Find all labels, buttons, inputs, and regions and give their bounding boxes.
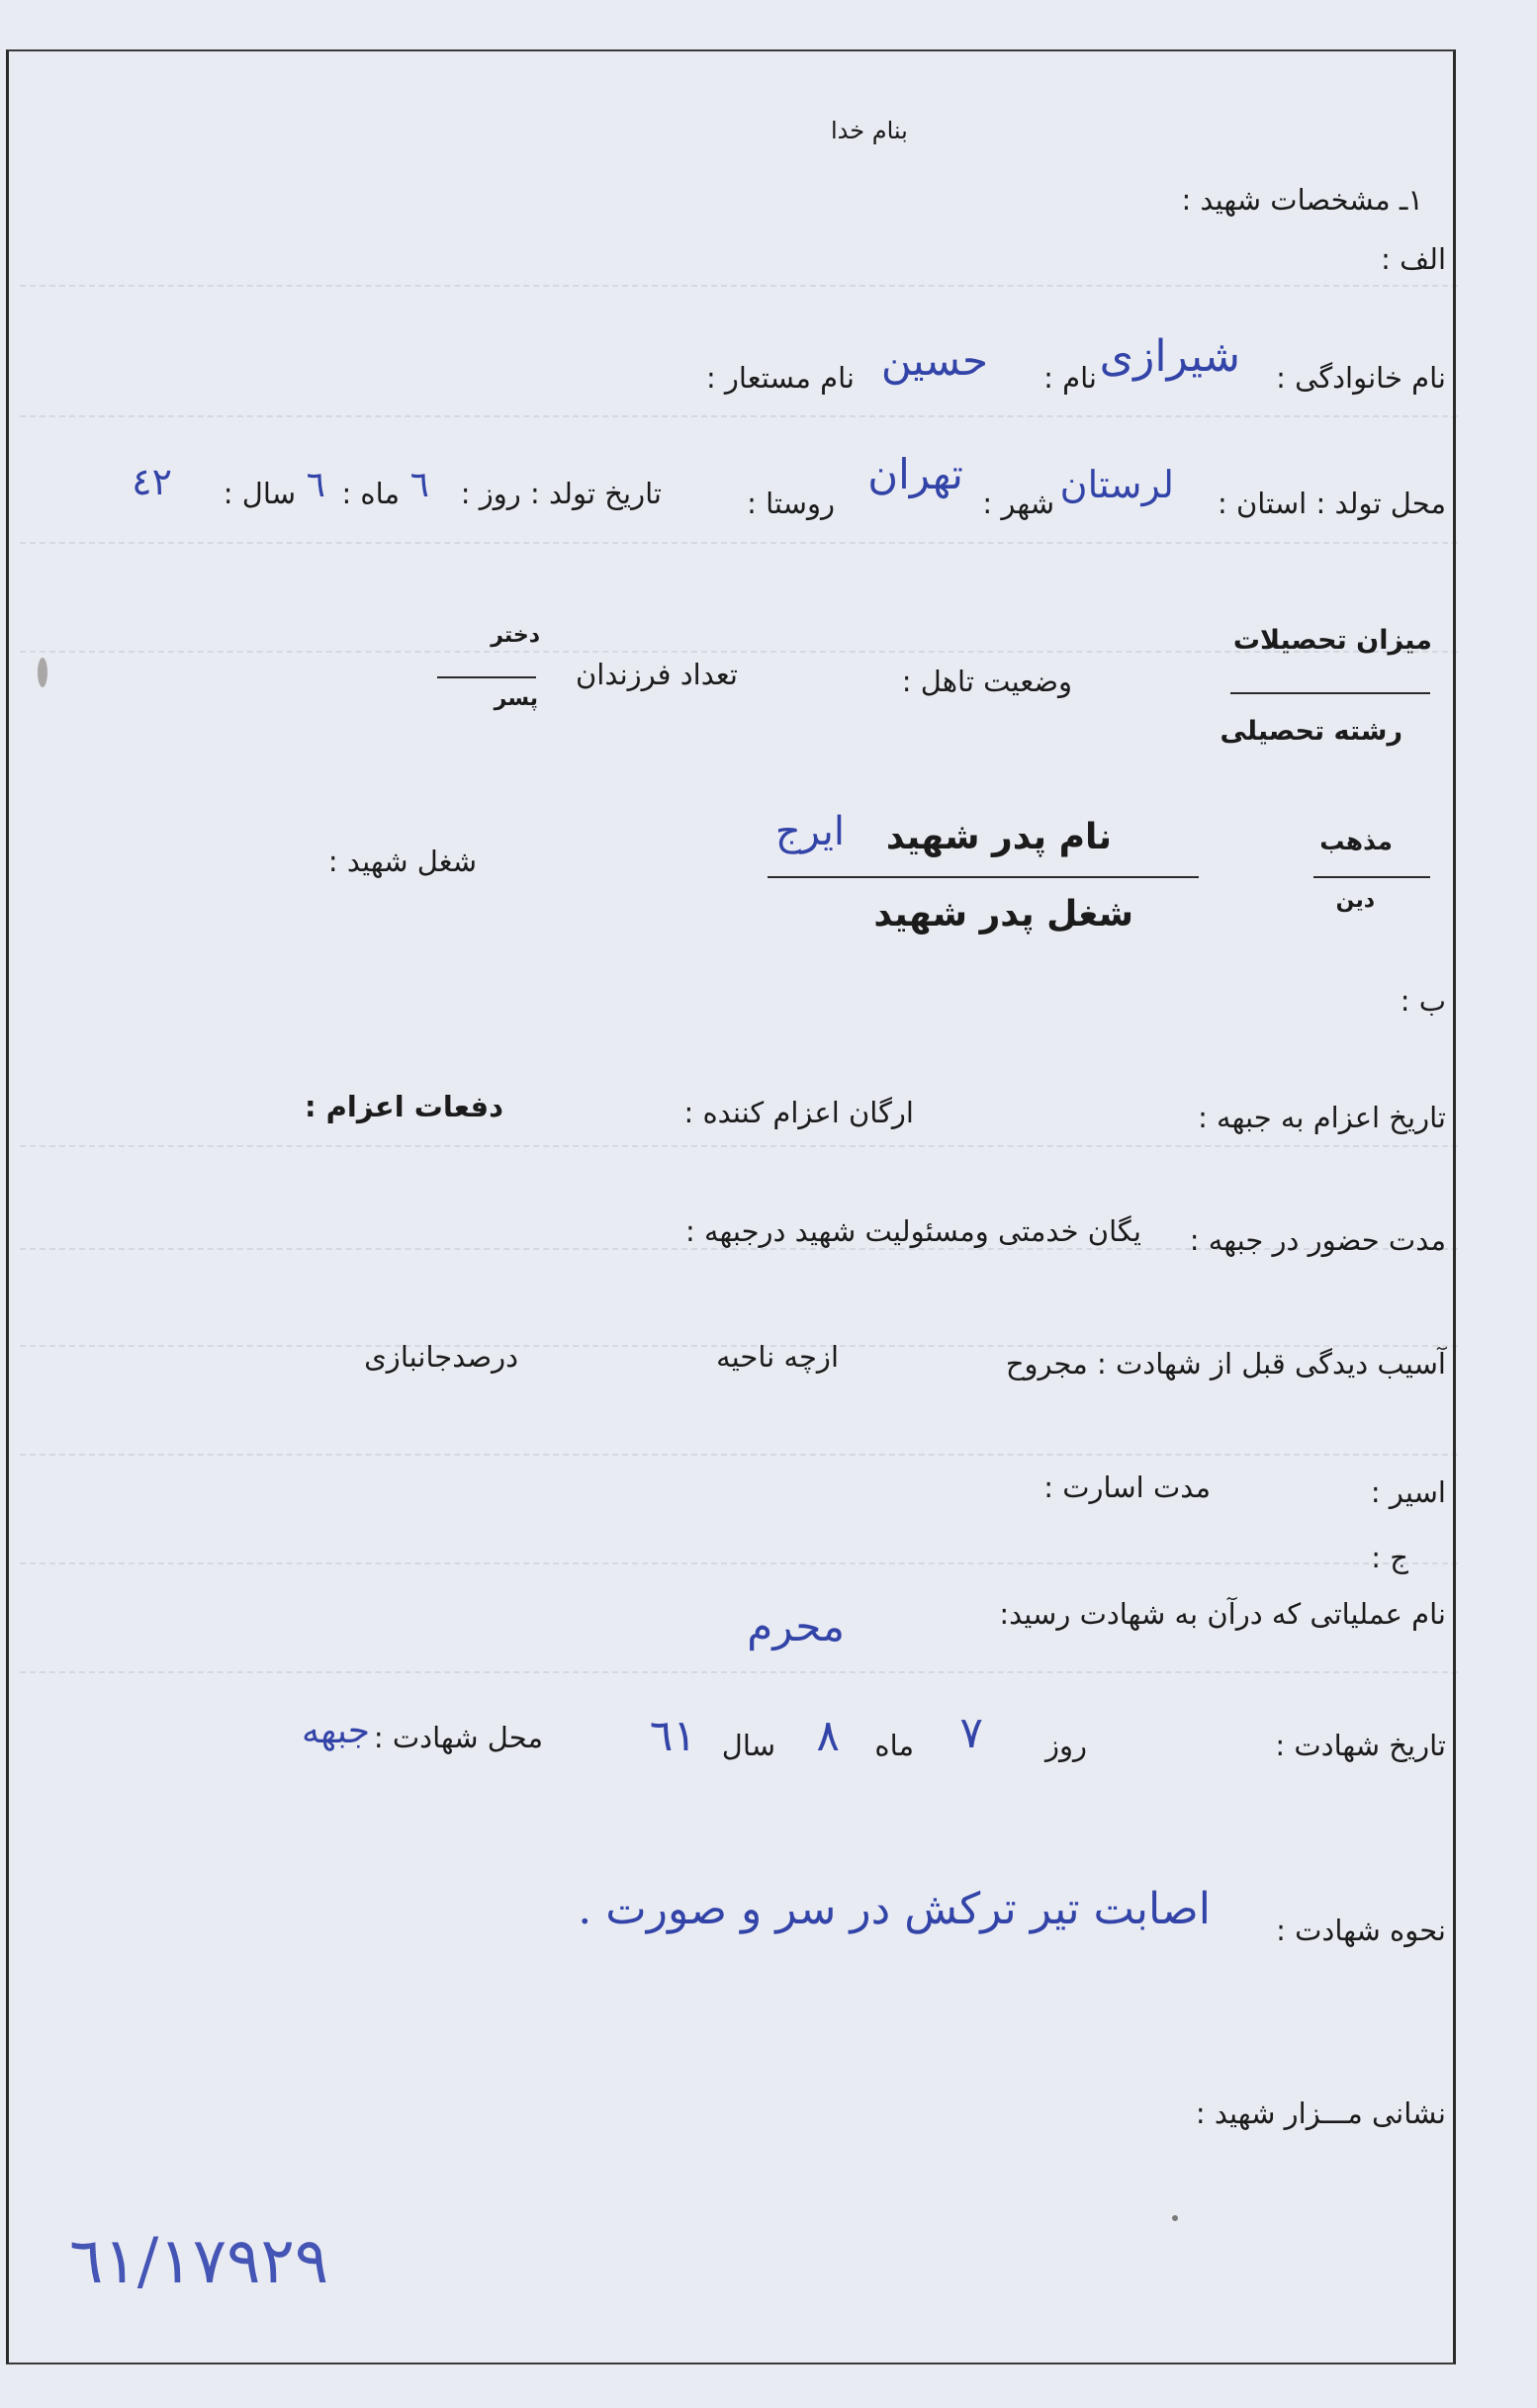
birth-month-value: ٦ <box>306 465 325 505</box>
martyrdom-date-label: تاریخ شهادت : <box>1275 1729 1446 1762</box>
martyrdom-manner-value: اصابت تیر ترکش در سر و صورت . <box>578 1884 1211 1934</box>
father-divider <box>768 876 1199 878</box>
birth-month-label: ماه : <box>341 477 400 510</box>
children-divider <box>437 676 536 678</box>
paper-speck <box>1172 2215 1178 2221</box>
city-value: تهران <box>867 450 963 498</box>
family-name-label: نام خانوادگی : <box>1276 361 1446 395</box>
martyrdom-day-label: روز <box>1044 1729 1087 1762</box>
province-value: لرستان <box>1059 463 1174 506</box>
dispatching-org-label: ارگان اعزام کننده : <box>683 1096 914 1129</box>
dispatch-date-label: تاریخ اعزام به جبهه : <box>1198 1101 1446 1134</box>
disability-percent-label: درصدجانبازی <box>364 1340 518 1374</box>
sons-label: پسر <box>494 686 538 711</box>
basmala: بنام خدا <box>831 117 908 144</box>
grave-address-label: نشانی مـــزار شهید : <box>1195 2096 1446 2130</box>
birthdate-label: تاریخ تولد : روز : <box>460 477 662 510</box>
captivity-duration-label: مدت اسارت : <box>1043 1471 1211 1504</box>
martyrdom-place-label: محل شهادت : <box>373 1721 543 1754</box>
front-duration-label: مدت حضور در جبهه : <box>1189 1223 1446 1257</box>
part-a-label: الف : <box>1381 242 1446 276</box>
operation-label: نام عملیاتی که درآن به شهادت رسید: <box>999 1597 1446 1631</box>
injury-area-label: ازچه ناحیه <box>716 1340 839 1374</box>
martyr-job-label: شغل شهید : <box>327 845 477 878</box>
unit-role-label: یگان خدمتی ومسئولیت شهید درجبهه : <box>684 1214 1141 1248</box>
marital-status-label: وضعیت تاهل : <box>901 665 1072 698</box>
first-name-label: نام : <box>1043 361 1097 395</box>
children-count-label: تعداد فرزندان <box>576 658 738 691</box>
daughters-label: دختر <box>491 623 540 648</box>
village-label: روستا : <box>747 487 835 520</box>
martyrdom-manner-label: نحوه شهادت : <box>1276 1914 1446 1947</box>
operation-value: محرم <box>747 1602 845 1650</box>
martyrdom-month-value: ٨ <box>816 1711 840 1761</box>
martyrdom-year-value: ٦١ <box>649 1711 696 1761</box>
injury-label: آسیب دیدگی قبل از شهادت : مجروح <box>1005 1347 1446 1381</box>
martyrdom-month-label: ماه <box>874 1729 914 1762</box>
father-name-label: نام پدر شهید <box>885 817 1112 857</box>
family-name-value: شیرازی <box>1099 331 1240 382</box>
captive-label: اسیر : <box>1370 1475 1446 1509</box>
birthplace-label: محل تولد : استان : <box>1218 487 1446 520</box>
martyrdom-place-value: جبهه <box>301 1711 370 1751</box>
part-b-label: ب : <box>1400 984 1446 1018</box>
paper-stain <box>38 658 47 687</box>
birth-day-value: ٦ <box>409 465 429 505</box>
father-job-label: شغل پدر شهید <box>873 894 1133 935</box>
first-name-value: حسین <box>880 336 988 385</box>
form-border <box>6 49 1456 2364</box>
archive-number: ٦١/١٧٩٢٩ <box>69 2225 329 2298</box>
birth-year-value: ٤٢ <box>132 460 172 503</box>
field-of-study-label: رشته تحصیلی <box>1220 716 1402 747</box>
city-label: شهر : <box>982 487 1054 520</box>
martyrdom-year-label: سال <box>721 1729 775 1762</box>
alias-label: نام مستعار : <box>705 361 855 395</box>
education-level-label: میزان تحصیلات <box>1232 625 1432 656</box>
father-name-value: ایرج <box>774 809 845 854</box>
religion-divider <box>1313 876 1430 878</box>
dispatch-count-label: دفعات اعزام : <box>304 1090 503 1123</box>
part-c-label: ج : <box>1371 1541 1408 1574</box>
sect-label: مذهب <box>1319 827 1393 855</box>
education-divider <box>1230 692 1430 694</box>
birth-year-label: سال : <box>223 477 296 510</box>
martyrdom-day-value: ٧ <box>959 1708 983 1758</box>
section-1-title: ۱ـ مشخصات شهید : <box>1181 183 1423 217</box>
religion-label: دین <box>1335 888 1375 913</box>
